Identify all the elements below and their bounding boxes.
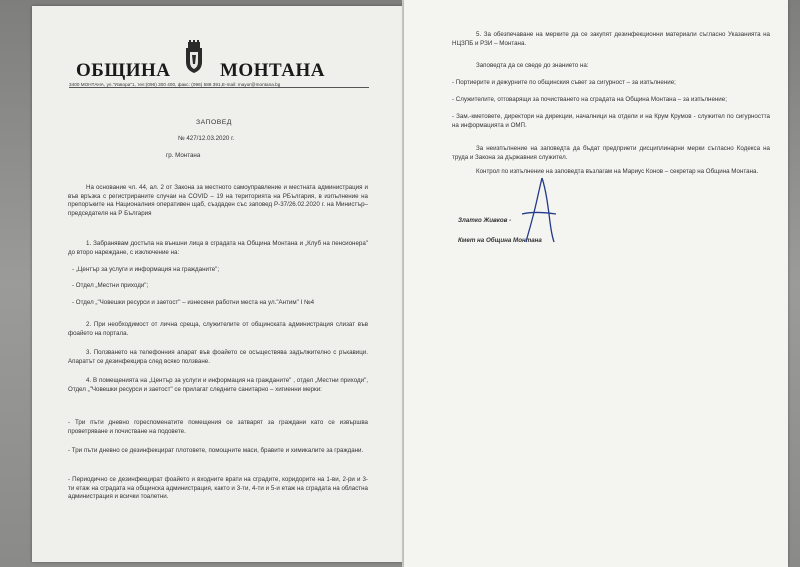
- order-point-2: 2. При необходимост от лична среща, служителите от общинската администрация слизат във фоайето на портала.: [68, 321, 368, 337]
- municipality-crest-icon: [182, 40, 206, 74]
- signer-name: Златко Живков -: [458, 217, 512, 224]
- notify-item: - Портиерите и дежурните по общинския съвет за сигурност – за изпълнение;: [452, 79, 676, 86]
- order-point-1-item: - „Център за услуги и информация на гражданите";: [72, 266, 220, 273]
- municipality-name-right: МОНТАНА: [220, 60, 325, 81]
- notify-item: - Служителите, отговарящи за почистването на сградата на Община Монтана – за изпълнение;: [452, 96, 727, 103]
- notify-item: - Зам.-кметовете, директори на дирекции, началници на отдели и на Крум Крумов - служител по сигурността на информацията и ОМП.: [452, 113, 770, 129]
- handwritten-signature: [508, 176, 568, 246]
- order-point-4: 4. В помещенията на „Център за услуги и информация на гражданите" , отдел „Местни приходи", Отдел „"Човешки ресурси и заетост" се прилагат следните санитарно – хигиенни мерки:: [68, 377, 368, 393]
- order-title: ЗАПОВЕД: [196, 119, 232, 126]
- control-text: Контрол по изпълнение на заповедта възлагам на Мариус Конов – секретар на Община Монтана.: [476, 168, 759, 175]
- order-preamble: На основание чл. 44, ал. 2 от Закона за местното самоуправление и местната администрация и във връзка с регистрираните случаи на COVID – 19 на територията на РБългария, в изпълнение на препоръките на Националния оперативен щаб, създаден със заповед Р-37/26.02.2020 г. на Министър–председателя на Р България: [68, 184, 368, 217]
- municipality-name-left: ОБЩИНА: [76, 60, 171, 81]
- order-number: № 427/12.03.2020 г.: [178, 135, 235, 142]
- order-point-5: 5. За обезпечаване на мерките да се закупят дезинфекционни материали съгласно Указанията на НЦЗПБ и РЗИ – Монтана.: [452, 31, 770, 47]
- order-point-4-item: - Три пъти дневно гореспоменатите помещения се затварят за граждани като се извършва проветряване и почистване на подовете.: [68, 419, 368, 435]
- header-address: 3400 МОНТАНА, ул."Извора"1, тел:(096) 300 400, факс: (096) 588 391,E-mail: mayor@montana.bg: [69, 82, 281, 87]
- order-point-3: 3. Ползването на телефонния апарат във фоайето се осъществява задължително с ръкавици. Апаратът се дезинфекцира след всяко ползване.: [68, 349, 368, 365]
- order-point-1-item: - Отдел „"Човешки ресурси и заетост" – изнесени работни места на ул."Антим" I №4: [72, 299, 315, 306]
- order-point-4-item: - Периодично се дезинфекцират фоайето и входните врати на сградите, коридорите на 1-ви, 2-ри и 3-ти етаж на сградата на общинска администрация, както и 3-ти, 4-ти и 5-и етаж на сградата на областна администрация и всички тоалетни.: [68, 476, 368, 501]
- header-divider: [69, 87, 369, 88]
- order-city: гр. Монтана: [166, 152, 201, 159]
- signer-title: Кмет на Община Монтана: [458, 237, 542, 244]
- notify-heading: Заповедта да се сведе до знанието на:: [476, 62, 589, 69]
- order-point-1: 1. Забранявам достъпа на външни лица в сградата на Община Монтана и „Клуб на пенсионера" до второ нареждане, с изключение на:: [68, 240, 368, 256]
- sanction-text: За неизпълнение на заповедта да бъдат предприети дисциплинарни мерки съгласно Кодекса на труда и Закона за държавния служител.: [452, 145, 770, 161]
- order-point-4-item: - Три пъти дневно се дезинфекцират плотовете, помощните маси, бравите и химикалите за граждани.: [68, 447, 364, 454]
- order-point-1-item: - Отдел „Местни приходи";: [72, 282, 149, 289]
